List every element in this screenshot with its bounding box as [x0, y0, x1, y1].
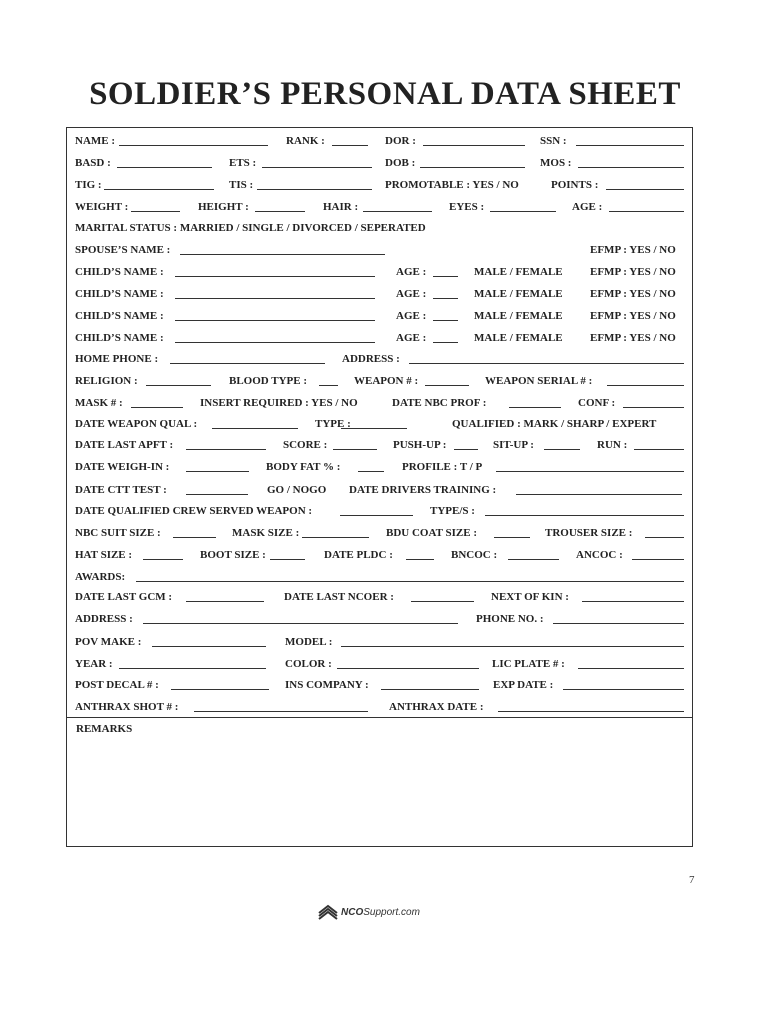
rank-label: RANK :: [286, 135, 325, 147]
hat-size-label: HAT SIZE :: [75, 549, 133, 561]
nbc-suit-size-line[interactable]: [173, 537, 216, 538]
height-label: HEIGHT :: [198, 201, 249, 213]
dor-label: DOR :: [385, 135, 416, 147]
efmp-yes-no-label: EFMP : YES / NO: [590, 288, 676, 300]
ets-label: ETS :: [229, 157, 257, 169]
footer-brand: NCO: [341, 906, 364, 918]
child-s-name-line[interactable]: [175, 298, 375, 299]
push-up-line[interactable]: [454, 449, 478, 450]
date-last-apft-line[interactable]: [186, 449, 266, 450]
awards-label: AWARDS:: [75, 571, 126, 583]
ins-company-line[interactable]: [381, 689, 479, 690]
anthrax-shot-label: ANTHRAX SHOT # :: [75, 701, 179, 713]
phone-no-label: PHONE NO. :: [476, 613, 544, 625]
hair-label: HAIR :: [323, 201, 359, 213]
body-fat-line[interactable]: [358, 471, 384, 472]
year-label: YEAR :: [75, 658, 113, 670]
bdu-coat-size-line[interactable]: [494, 537, 530, 538]
body-fat-label: BODY FAT % :: [266, 461, 341, 473]
post-decal-label: POST DECAL # :: [75, 679, 159, 691]
nbc-suit-size-label: NBC SUIT SIZE :: [75, 527, 161, 539]
efmp-yes-no-label: EFMP : YES / NO: [590, 310, 676, 322]
tis-label: TIS :: [229, 179, 254, 191]
next-of-kin-label: NEXT OF KIN :: [491, 591, 569, 603]
age-line[interactable]: [433, 276, 458, 277]
child-s-name-label: CHILD’S NAME :: [75, 310, 164, 322]
sergeant-chevron-icon: [318, 904, 338, 920]
qualified-mark-sharp-expert-label: QUALIFIED : MARK / SHARP / EXPERT: [452, 418, 657, 430]
dob-label: DOB :: [385, 157, 416, 169]
blood-type-line[interactable]: [319, 385, 338, 386]
model-line[interactable]: [341, 646, 684, 647]
ets-line[interactable]: [262, 167, 372, 168]
trouser-size-line[interactable]: [645, 537, 684, 538]
boot-size-line[interactable]: [270, 559, 305, 560]
remarks-divider: [66, 717, 693, 718]
sit-up-line[interactable]: [544, 449, 580, 450]
address-line[interactable]: [409, 363, 684, 364]
name-line[interactable]: [119, 145, 268, 146]
date-last-gcm-line[interactable]: [186, 601, 264, 602]
date-last-ncoer-label: DATE LAST NCOER :: [284, 591, 394, 603]
mask-line[interactable]: [131, 407, 183, 408]
date-nbc-prof-label: DATE NBC PROF :: [392, 397, 487, 409]
footer-site: [341, 907, 420, 918]
ancoc-line[interactable]: [632, 559, 684, 560]
date-last-ncoer-line[interactable]: [411, 601, 474, 602]
page-title: SOLDIER’S PERSONAL DATA SHEET: [89, 76, 681, 112]
pov-make-label: POV MAKE :: [75, 636, 142, 648]
efmp-yes-no-label: EFMP : YES / NO: [590, 266, 676, 278]
date-last-gcm-label: DATE LAST GCM :: [75, 591, 173, 603]
child-s-name-line[interactable]: [175, 320, 375, 321]
ssn-line[interactable]: [576, 145, 684, 146]
age-label: AGE :: [396, 266, 427, 278]
hair-line[interactable]: [363, 211, 432, 212]
points-line[interactable]: [606, 189, 684, 190]
age-label: AGE :: [396, 288, 427, 300]
type-s-label: TYPE/S :: [430, 505, 475, 517]
spouse-s-name-line[interactable]: [180, 254, 385, 255]
date-qualified-crew-served-weapon-line[interactable]: [340, 515, 413, 516]
spouse-s-name-label: SPOUSE’S NAME :: [75, 244, 171, 256]
date-qualified-crew-served-weapon-label: DATE QUALIFIED CREW SERVED WEAPON :: [75, 505, 313, 517]
remarks-label: REMARKS: [76, 723, 133, 735]
page-number: 7: [689, 874, 695, 886]
date-ctt-test-label: DATE CTT TEST :: [75, 484, 167, 496]
phone-no-line[interactable]: [553, 623, 684, 624]
address-label: ADDRESS :: [342, 353, 400, 365]
score-label: SCORE :: [283, 439, 328, 451]
dob-line[interactable]: [420, 167, 525, 168]
home-phone-line[interactable]: [170, 363, 325, 364]
conf-label: CONF :: [578, 397, 616, 409]
weight-label: WEIGHT :: [75, 201, 129, 213]
lic-plate-line[interactable]: [578, 668, 684, 669]
exp-date-label: EXP DATE :: [493, 679, 554, 691]
male-female-label: MALE / FEMALE: [474, 288, 563, 300]
weapon-line[interactable]: [425, 385, 469, 386]
name-label: NAME :: [75, 135, 116, 147]
bdu-coat-size-label: BDU COAT SIZE :: [386, 527, 477, 539]
weapon-serial-line[interactable]: [607, 385, 684, 386]
mask-label: MASK # :: [75, 397, 123, 409]
color-line[interactable]: [337, 668, 479, 669]
boot-size-label: BOOT SIZE :: [200, 549, 266, 561]
insert-required-yes-no-label: INSERT REQUIRED : YES / NO: [200, 397, 358, 409]
age-line[interactable]: [433, 342, 458, 343]
age-line[interactable]: [433, 320, 458, 321]
run-label: RUN :: [597, 439, 628, 451]
footer-logo: [318, 904, 420, 920]
mask-size-label: MASK SIZE :: [232, 527, 300, 539]
efmp-yes-no-label: EFMP : YES / NO: [590, 244, 676, 256]
bncoc-line[interactable]: [508, 559, 559, 560]
hat-size-line[interactable]: [143, 559, 183, 560]
sit-up-label: SIT-UP :: [493, 439, 534, 451]
anthrax-date-label: ANTHRAX DATE :: [389, 701, 484, 713]
lic-plate-label: LIC PLATE # :: [492, 658, 565, 670]
male-female-label: MALE / FEMALE: [474, 266, 563, 278]
mos-line[interactable]: [578, 167, 684, 168]
date-nbc-prof-line[interactable]: [509, 407, 561, 408]
eyes-line[interactable]: [490, 211, 556, 212]
religion-line[interactable]: [146, 385, 211, 386]
anthrax-shot-line[interactable]: [194, 711, 368, 712]
run-line[interactable]: [634, 449, 684, 450]
weapon-label: WEAPON # :: [354, 375, 419, 387]
weight-line[interactable]: [131, 211, 180, 212]
date-drivers-training-label: DATE DRIVERS TRAINING :: [349, 484, 497, 496]
age-label: AGE :: [572, 201, 603, 213]
date-drivers-training-line[interactable]: [516, 494, 682, 495]
tig-line[interactable]: [104, 189, 214, 190]
basd-label: BASD :: [75, 157, 111, 169]
blood-type-label: BLOOD TYPE :: [229, 375, 308, 387]
footer-domain: Support.com: [363, 906, 420, 918]
home-phone-label: HOME PHONE :: [75, 353, 159, 365]
age-label: AGE :: [396, 310, 427, 322]
color-label: COLOR :: [285, 658, 332, 670]
date-weigh-in-label: DATE WEIGH-IN :: [75, 461, 170, 473]
efmp-yes-no-label: EFMP : YES / NO: [590, 332, 676, 344]
pov-make-line[interactable]: [152, 646, 266, 647]
weapon-serial-label: WEAPON SERIAL # :: [485, 375, 593, 387]
male-female-label: MALE / FEMALE: [474, 332, 563, 344]
model-label: MODEL :: [285, 636, 333, 648]
awards-line[interactable]: [136, 581, 684, 582]
male-female-label: MALE / FEMALE: [474, 310, 563, 322]
year-line[interactable]: [119, 668, 266, 669]
conf-line[interactable]: [623, 407, 684, 408]
age-label: AGE :: [396, 332, 427, 344]
profile-t-p-label: PROFILE : T / P: [402, 461, 483, 473]
score-line[interactable]: [333, 449, 377, 450]
anthrax-date-line[interactable]: [498, 711, 684, 712]
child-s-name-label: CHILD’S NAME :: [75, 288, 164, 300]
height-line[interactable]: [255, 211, 305, 212]
religion-label: RELIGION :: [75, 375, 138, 387]
trouser-size-label: TROUSER SIZE :: [545, 527, 633, 539]
eyes-label: EYES :: [449, 201, 485, 213]
date-pldc-label: DATE PLDC :: [324, 549, 393, 561]
tig-label: TIG :: [75, 179, 102, 191]
child-s-name-label: CHILD’S NAME :: [75, 332, 164, 344]
age-line[interactable]: [609, 211, 684, 212]
bncoc-label: BNCOC :: [451, 549, 498, 561]
rank-line[interactable]: [332, 145, 368, 146]
address-label: ADDRESS :: [75, 613, 133, 625]
child-s-name-line[interactable]: [175, 276, 375, 277]
type-label: TYPE :: [315, 418, 351, 430]
push-up-label: PUSH-UP :: [393, 439, 447, 451]
address-line[interactable]: [143, 623, 458, 624]
child-s-name-line[interactable]: [175, 342, 375, 343]
child-s-name-label: CHILD’S NAME :: [75, 266, 164, 278]
go-nogo-label: GO / NOGO: [267, 484, 327, 496]
mos-label: MOS :: [540, 157, 572, 169]
dor-line[interactable]: [423, 145, 525, 146]
ins-company-label: INS COMPANY :: [285, 679, 369, 691]
basd-line[interactable]: [117, 167, 212, 168]
profile-t-p-line[interactable]: [496, 471, 684, 472]
date-weapon-qual-label: DATE WEAPON QUAL :: [75, 418, 198, 430]
mask-size-line[interactable]: [302, 537, 369, 538]
date-last-apft-label: DATE LAST APFT :: [75, 439, 174, 451]
exp-date-line[interactable]: [563, 689, 684, 690]
post-decal-line[interactable]: [171, 689, 269, 690]
age-line[interactable]: [433, 298, 458, 299]
date-pldc-line[interactable]: [406, 559, 434, 560]
tis-line[interactable]: [257, 189, 372, 190]
marital-status-married-single-divorced-seperated-label: MARITAL STATUS : MARRIED / SINGLE / DIVORCED / SEPERATED: [75, 222, 426, 234]
date-weigh-in-line[interactable]: [186, 471, 249, 472]
ssn-label: SSN :: [540, 135, 567, 147]
points-label: POINTS :: [551, 179, 599, 191]
date-ctt-test-line[interactable]: [186, 494, 248, 495]
type-line[interactable]: [341, 428, 407, 429]
next-of-kin-line[interactable]: [582, 601, 684, 602]
ancoc-label: ANCOC :: [576, 549, 623, 561]
type-s-line[interactable]: [485, 515, 684, 516]
date-weapon-qual-line[interactable]: [212, 428, 298, 429]
promotable-yes-no-label: PROMOTABLE : YES / NO: [385, 179, 519, 191]
